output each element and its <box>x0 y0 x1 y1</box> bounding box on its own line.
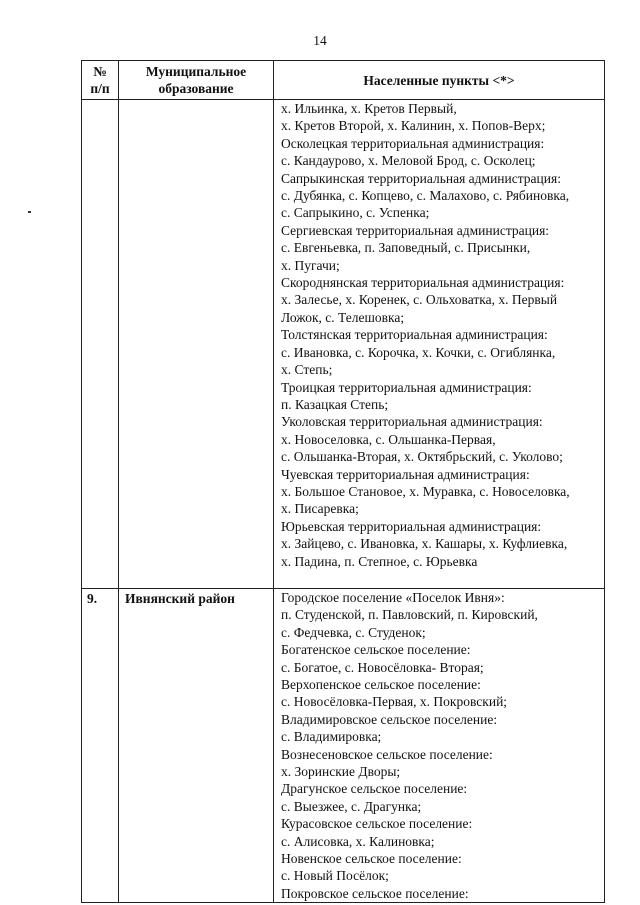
settlement-line: Осколецкая территориальная администрация: <box>281 135 545 151</box>
row-municipality: Ивнянский район <box>119 588 274 902</box>
settlement-line: с. Кандаурово, х. Меловой Брод, с. Осколец; <box>281 153 536 169</box>
row-settlements <box>274 100 605 589</box>
settlement-line: х. Степь; <box>281 362 333 378</box>
page-number: 14 <box>313 33 327 48</box>
settlement-line: Сапрыкинская территориальная администрация: <box>281 170 561 186</box>
settlement-line: Верхопенское сельское поселение: <box>281 677 481 692</box>
settlement-line: Скороднянская территориальная администрация: <box>281 275 565 291</box>
settlement-line: х. Кретов Второй, х. Калинин, х. Попов-Верх; <box>281 118 546 134</box>
settlement-line: с. Федчевка, с. Студенок; <box>281 624 426 640</box>
settlement-line: с. Евгеньевка, п. Заповедный, с. Присынки, <box>281 240 531 256</box>
settlement-line: с. Ивановка, с. Корочка, х. Кочки, с. Огиблянка, <box>281 344 556 360</box>
settlement-line: х. Пугачи; <box>281 257 340 273</box>
settlement-line: с. Новосёловка-Первая, х. Покровский; <box>281 694 508 710</box>
settlement-line: Толстянская территориальная администрация: <box>281 327 548 343</box>
settlement-line: Богатенское сельское поселение: <box>281 642 471 658</box>
settlement-line: х. Писаревка; <box>281 501 359 517</box>
settlement-line: с. Новый Посёлок; <box>281 868 389 884</box>
settlement-line: х. Зайцево, с. Ивановка, х. Кашары, х. Куфлиевка, <box>281 536 568 552</box>
table-header-row <box>82 61 605 100</box>
settlement-line: Новенское сельское поселение: <box>281 851 462 867</box>
settlement-line: п. Студенской, п. Павловский, п. Кировский, <box>281 607 538 623</box>
settlement-line: х. Залесье, х. Коренек, с. Ольховатка, х. Первый <box>281 292 558 308</box>
settlement-line: х. Зоринские Дворы; <box>281 764 401 780</box>
settlement-line: Юрьевская территориальная администрация: <box>281 518 542 534</box>
settlement-line: х. Ильинка, х. Кретов Первый, <box>281 101 457 116</box>
settlement-line: х. Большое Становое, х. Муравка, с. Новоселовка, <box>281 483 570 499</box>
settlement-line: х. Новоселовка, с. Ольшанка-Первая, <box>281 431 496 447</box>
settlement-line: с. Ольшанка-Вторая, х. Октябрьский, с. Уколово; <box>281 449 563 465</box>
header-municipality-line1: Муниципальное <box>145 64 247 79</box>
header-municipality-line2: образование <box>158 81 234 96</box>
header-municipality <box>119 61 274 100</box>
settlement-line: с. Выезжее, с. Драгунка; <box>281 798 422 814</box>
settlement-line: Сергиевская территориальная администрация: <box>281 222 550 238</box>
settlement-line: Троицкая территориальная администрация: <box>281 379 532 395</box>
row-municipality <box>119 100 274 589</box>
settlement-line: с. Алисовка, х. Калиновка; <box>281 833 435 849</box>
settlement-line: Вознесеновское сельское поселение: <box>281 746 493 762</box>
settlement-line: Покровское сельское поселение: <box>281 885 469 901</box>
settlement-line: п. Казацкая Степь; <box>281 396 389 412</box>
settlement-line: Чуевская территориальная администрация: <box>281 466 530 482</box>
settlement-line: Курасовское сельское поселение: <box>281 816 473 832</box>
table-row <box>82 100 605 589</box>
settlement-line: Ложок, с. Телешовка; <box>281 309 405 325</box>
settlement-line: с. Дубянка, с. Копцево, с. Малахово, с. Рябиновка, <box>281 188 570 204</box>
row-settlements <box>274 588 605 902</box>
settlement-line: с. Богатое, с. Новосёловка- Вторая; <box>281 659 484 675</box>
row-number: 9. <box>82 588 119 902</box>
settlement-line: с. Сапрыкино, с. Успенка; <box>281 205 430 221</box>
header-number <box>82 61 119 100</box>
settlement-line: Владимировское сельское поселение: <box>281 711 498 727</box>
header-settlements: Населенные пункты <*> <box>274 61 605 100</box>
row-number <box>82 100 119 589</box>
settlement-line: Городское поселение «Поселок Ивня»: <box>281 589 505 605</box>
header-number-line1: № <box>93 64 107 79</box>
header-number-line2: п/п <box>90 81 110 96</box>
settlement-line: Уколовская территориальная администрация: <box>281 414 543 430</box>
settlements-table <box>81 60 605 903</box>
table-row <box>82 588 605 902</box>
settlement-line: х. Падина, п. Степное, с. Юрьевка <box>281 553 478 569</box>
settlement-line: Драгунское сельское поселение: <box>281 781 468 797</box>
settlement-line: с. Владимировка; <box>281 729 382 745</box>
stray-mark <box>28 211 31 213</box>
